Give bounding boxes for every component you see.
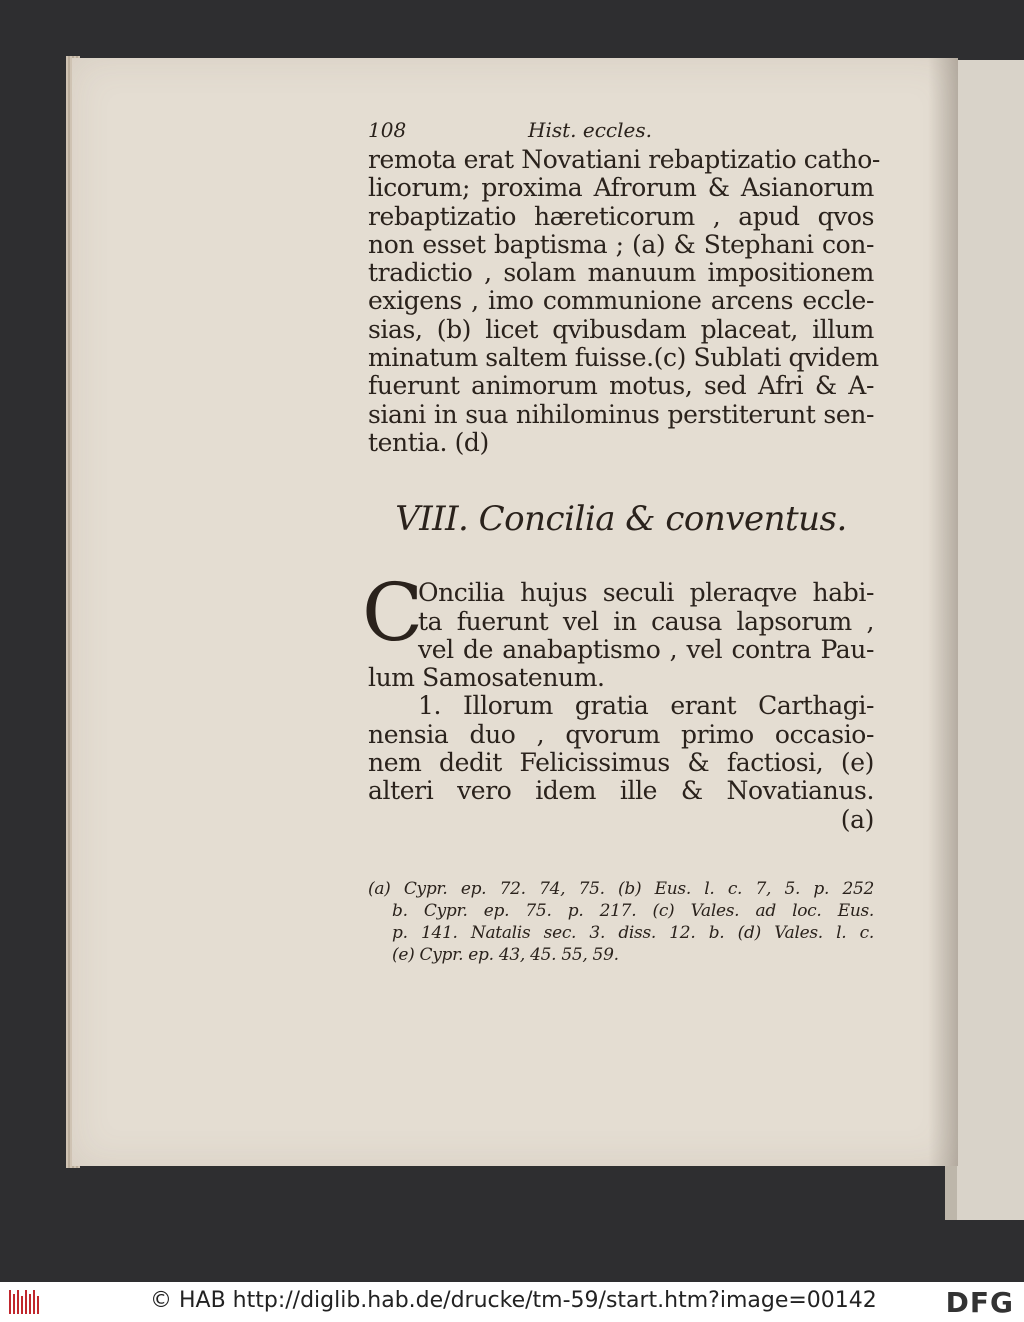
footnote-line: (a) Cypr. ep. 72. 74, 75. (b) Eus. l. c. 7, 5. p. 252: [368, 878, 874, 899]
text-line: remota erat Novatiani rebaptizatio catho-: [368, 145, 880, 174]
text-line: sias, (b) licet qvibusdam placeat, illum: [368, 314, 874, 344]
text-line: Oncilia hujus seculi pleraqve habi-: [418, 578, 874, 608]
text-line: rebaptizatio hæreticorum , apud qvos: [368, 201, 874, 231]
footnote-line: b. Cypr. ep. 75. p. 217. (c) Vales. ad loc. Eus.: [392, 900, 874, 921]
text-line: 1. Illorum gratia erant Carthagi-: [418, 691, 874, 721]
footer-bar: [0, 1282, 1024, 1322]
text-line: tentia. (d): [368, 427, 489, 457]
text-line: nensia duo , qvorum primo occasio-: [368, 719, 874, 749]
text-line: vel de anabaptismo , vel contra Pau-: [418, 634, 874, 664]
library-logo-icon: [8, 1288, 40, 1316]
page-number: 108: [368, 118, 407, 142]
text-line: nem dedit Felicissimus & factiosi, (e): [368, 748, 874, 778]
text-line: fuerunt animorum motus, sed Afri & A-: [368, 371, 874, 401]
section-title: VIII. Concilia & conventus.: [395, 499, 847, 540]
text-line: siani in sua nihilominus perstiterunt sen-: [368, 399, 874, 429]
footnotes: [368, 878, 874, 966]
text-line: exigens , imo communione arcens eccle-: [368, 286, 874, 316]
text-line: non esset baptisma ; (a) & Stephani con-: [368, 229, 874, 259]
running-title: Hist. eccles.: [528, 118, 652, 142]
footnote-line: (e) Cypr. ep. 43, 45. 55, 59.: [392, 944, 619, 965]
text-line: ta fuerunt vel in causa lapsorum ,: [418, 606, 874, 636]
page-gutter-shadow: [928, 58, 958, 1166]
dfg-logo: DFG: [945, 1286, 1014, 1319]
running-header: [368, 118, 874, 146]
text-line: lum Samosatenum.: [368, 663, 605, 693]
footnote-line: p. 141. Natalis sec. 3. diss. 12. b. (d) Vales. l. c.: [392, 922, 874, 943]
catchword: (a): [840, 804, 874, 834]
text-line: minatum saltem fuisse.(c) Sublati qvidem: [368, 343, 879, 373]
copyright-caption: © HAB http://diglib.hab.de/drucke/tm-59/start.htm?image=00142: [150, 1288, 877, 1313]
page-text-block: [362, 118, 880, 966]
drop-cap: C: [362, 566, 424, 660]
text-line: tradictio , solam manuum impositionem: [368, 258, 874, 288]
text-line: alteri vero idem ille & Novatianus.: [368, 776, 874, 806]
text-line: licorum; proxima Afrorum & Asianorum: [368, 173, 874, 203]
body-text: [368, 145, 880, 457]
section-paragraph: [362, 566, 874, 834]
